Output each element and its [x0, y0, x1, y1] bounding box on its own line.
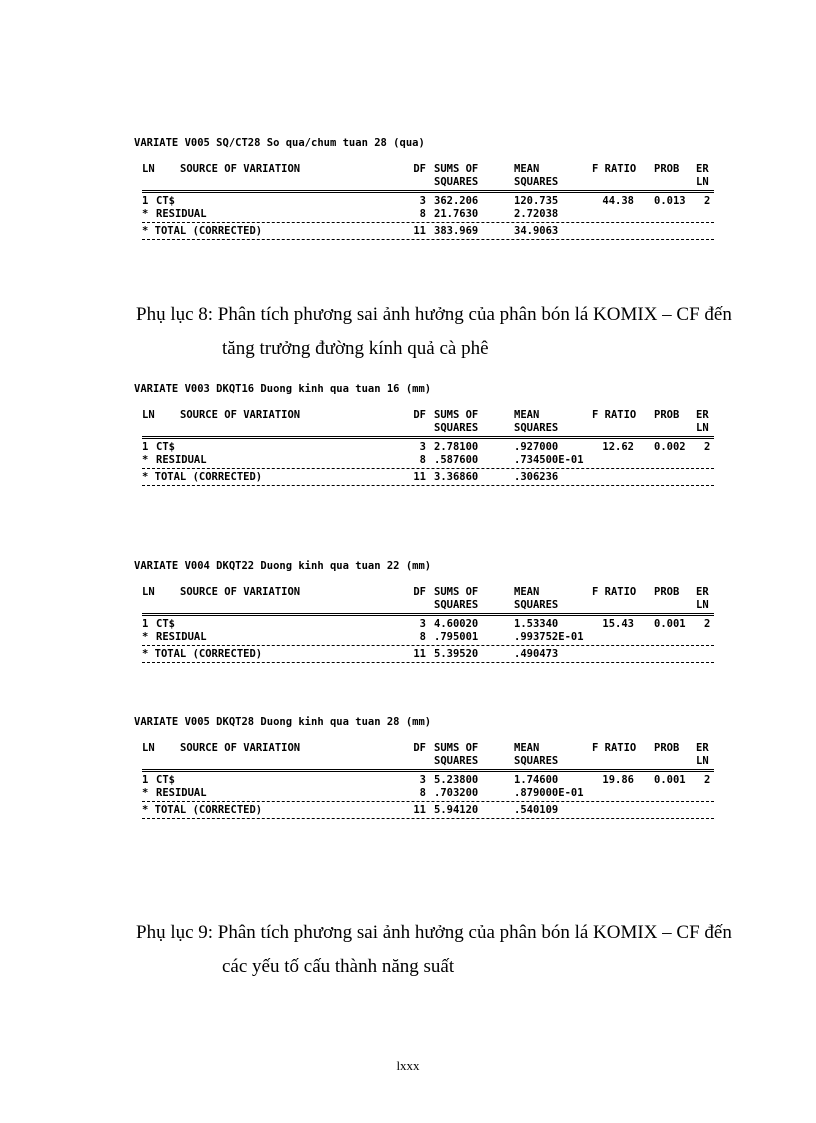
total-label: * TOTAL (CORRECTED): [142, 471, 263, 483]
col-ss-2: SQUARES: [434, 176, 479, 188]
col-ms: MEAN: [514, 586, 540, 598]
cell-ms: 120.735: [514, 195, 559, 207]
cell-df: 8: [419, 631, 426, 643]
table-header-2: [134, 176, 714, 189]
cell-ln: 1: [142, 618, 149, 630]
col-prob: PROB: [654, 586, 680, 598]
col-prob: PROB: [654, 409, 680, 421]
cell-df: 3: [419, 618, 426, 630]
cell-ms: .927000: [514, 441, 559, 453]
total-label: * TOTAL (CORRECTED): [142, 804, 263, 816]
dashed-rule: [142, 801, 714, 802]
appendix-8-line-1: Phụ lục 8: Phân tích phương sai ảnh hưởng của phân bón lá KOMIX – CF đến: [136, 304, 732, 325]
col-ss: SUMS OF: [434, 409, 479, 421]
table-header-2: [134, 422, 714, 435]
col-prob: PROB: [654, 742, 680, 754]
cell-er: 2: [704, 618, 711, 630]
cell-df: 3: [419, 774, 426, 786]
anova-table-3: [134, 559, 734, 665]
cell-source: CT$: [156, 441, 175, 453]
table-row: [134, 208, 714, 221]
col-df: DF: [413, 742, 426, 754]
cell-prob: 0.002: [654, 441, 686, 453]
col-ms-2: SQUARES: [514, 176, 559, 188]
cell-ln: *: [142, 208, 149, 220]
appendix-8-caption: [136, 304, 756, 360]
col-df: DF: [413, 586, 426, 598]
cell-er: 2: [704, 195, 711, 207]
variate-title: VARIATE V005 DKQT28 Duong kinh qua tuan 28 (mm): [134, 716, 432, 728]
col-ss: SUMS OF: [434, 742, 479, 754]
col-fratio: F RATIO: [592, 163, 637, 175]
cell-ln: 1: [142, 195, 149, 207]
dashed-rule: [142, 662, 714, 663]
page-number: lxxx: [396, 1058, 420, 1073]
col-ms-2: SQUARES: [514, 422, 559, 434]
col-ss-2: SQUARES: [434, 422, 479, 434]
table-header: [134, 409, 714, 422]
dashed-rule: [142, 468, 714, 469]
cell-df: 3: [419, 195, 426, 207]
total-label: * TOTAL (CORRECTED): [142, 225, 263, 237]
cell-ss: .703200: [434, 787, 479, 799]
total-df: 11: [413, 648, 426, 660]
cell-source: RESIDUAL: [156, 631, 207, 643]
col-er: ER: [696, 163, 709, 175]
table-header: [134, 742, 714, 755]
total-row: [134, 471, 714, 484]
table-header: [134, 586, 714, 599]
total-ms: 34.9063: [514, 225, 559, 237]
appendix-9-line-2: các yếu tố cấu thành năng suất: [222, 956, 455, 977]
cell-fratio: 44.38: [602, 195, 634, 207]
col-df: DF: [413, 409, 426, 421]
table-row: [134, 454, 714, 467]
cell-ss: 4.60020: [434, 618, 479, 630]
table-row: [134, 774, 714, 787]
col-er-2: LN: [696, 176, 709, 188]
total-label: * TOTAL (CORRECTED): [142, 648, 263, 660]
cell-ss: .795001: [434, 631, 479, 643]
cell-ms: 1.74600: [514, 774, 559, 786]
cell-ms: 1.53340: [514, 618, 559, 630]
col-df: DF: [413, 163, 426, 175]
col-fratio: F RATIO: [592, 742, 637, 754]
col-er: ER: [696, 409, 709, 421]
cell-source: RESIDUAL: [156, 208, 207, 220]
col-er-2: LN: [696, 422, 709, 434]
anova-table-4: [134, 715, 734, 821]
col-ln: LN: [142, 742, 155, 754]
double-rule: [142, 613, 714, 616]
cell-source: RESIDUAL: [156, 787, 207, 799]
cell-df: 8: [419, 787, 426, 799]
appendix-9-caption: [136, 922, 756, 978]
col-source: SOURCE OF VARIATION: [180, 742, 301, 754]
total-row: [134, 225, 714, 238]
cell-ms: .734500E-01: [514, 454, 584, 466]
double-rule: [142, 769, 714, 772]
cell-ms: 2.72038: [514, 208, 559, 220]
total-ss: 5.94120: [434, 804, 479, 816]
col-ms-2: SQUARES: [514, 599, 559, 611]
total-ss: 5.39520: [434, 648, 479, 660]
cell-df: 8: [419, 454, 426, 466]
col-ms: MEAN: [514, 163, 540, 175]
table-header-2: [134, 599, 714, 612]
col-ss-2: SQUARES: [434, 755, 479, 767]
table-header: [134, 163, 714, 176]
cell-prob: 0.013: [654, 195, 686, 207]
col-er: ER: [696, 586, 709, 598]
cell-er: 2: [704, 774, 711, 786]
col-ln: LN: [142, 163, 155, 175]
cell-ln: *: [142, 787, 149, 799]
anova-table-1: [134, 136, 734, 242]
dashed-rule: [142, 485, 714, 486]
total-row: [134, 648, 714, 661]
col-ln: LN: [142, 409, 155, 421]
total-df: 11: [413, 225, 426, 237]
col-ms: MEAN: [514, 742, 540, 754]
cell-source: CT$: [156, 618, 175, 630]
appendix-9-line-1: Phụ lục 9: Phân tích phương sai ảnh hưởng của phân bón lá KOMIX – CF đến: [136, 922, 732, 943]
cell-ms: .993752E-01: [514, 631, 584, 643]
total-row: [134, 804, 714, 817]
table-row: [134, 618, 714, 631]
cell-ss: .587600: [434, 454, 479, 466]
dashed-rule: [142, 645, 714, 646]
cell-er: 2: [704, 441, 711, 453]
cell-source: CT$: [156, 195, 175, 207]
total-ss: 3.36860: [434, 471, 479, 483]
col-ms-2: SQUARES: [514, 755, 559, 767]
appendix-8-line-2: tăng trưởng đường kính quả cà phê: [222, 338, 489, 359]
total-df: 11: [413, 471, 426, 483]
cell-ln: 1: [142, 774, 149, 786]
dashed-rule: [142, 239, 714, 240]
dashed-rule: [142, 222, 714, 223]
cell-source: CT$: [156, 774, 175, 786]
col-prob: PROB: [654, 163, 680, 175]
col-source: SOURCE OF VARIATION: [180, 586, 301, 598]
table-row: [134, 441, 714, 454]
cell-ss: 2.78100: [434, 441, 479, 453]
total-df: 11: [413, 804, 426, 816]
cell-ln: *: [142, 631, 149, 643]
total-ms: .490473: [514, 648, 559, 660]
cell-ss: 5.23800: [434, 774, 479, 786]
col-source: SOURCE OF VARIATION: [180, 163, 301, 175]
cell-ln: 1: [142, 441, 149, 453]
cell-fratio: 15.43: [602, 618, 634, 630]
table-row: [134, 631, 714, 644]
total-ss: 383.969: [434, 225, 479, 237]
col-ss-2: SQUARES: [434, 599, 479, 611]
cell-ms: .879000E-01: [514, 787, 584, 799]
table-row: [134, 195, 714, 208]
dashed-rule: [142, 818, 714, 819]
cell-source: RESIDUAL: [156, 454, 207, 466]
cell-ss: 21.7630: [434, 208, 479, 220]
col-er: ER: [696, 742, 709, 754]
total-ms: .540109: [514, 804, 559, 816]
cell-ln: *: [142, 454, 149, 466]
variate-title: VARIATE V005 SQ/CT28 So qua/chum tuan 28 (qua): [134, 137, 425, 149]
col-ss: SUMS OF: [434, 586, 479, 598]
cell-df: 8: [419, 208, 426, 220]
table-header-2: [134, 755, 714, 768]
col-er-2: LN: [696, 755, 709, 767]
cell-prob: 0.001: [654, 774, 686, 786]
col-fratio: F RATIO: [592, 409, 637, 421]
double-rule: [142, 190, 714, 193]
col-er-2: LN: [696, 599, 709, 611]
cell-prob: 0.001: [654, 618, 686, 630]
col-fratio: F RATIO: [592, 586, 637, 598]
col-source: SOURCE OF VARIATION: [180, 409, 301, 421]
variate-title: VARIATE V003 DKQT16 Duong kinh qua tuan 16 (mm): [134, 383, 432, 395]
double-rule: [142, 436, 714, 439]
col-ln: LN: [142, 586, 155, 598]
cell-ss: 362.206: [434, 195, 479, 207]
cell-df: 3: [419, 441, 426, 453]
col-ms: MEAN: [514, 409, 540, 421]
table-row: [134, 787, 714, 800]
cell-fratio: 12.62: [602, 441, 634, 453]
total-ms: .306236: [514, 471, 559, 483]
anova-table-2: [134, 382, 734, 488]
col-ss: SUMS OF: [434, 163, 479, 175]
cell-fratio: 19.86: [602, 774, 634, 786]
variate-title: VARIATE V004 DKQT22 Duong kinh qua tuan 22 (mm): [134, 560, 432, 572]
